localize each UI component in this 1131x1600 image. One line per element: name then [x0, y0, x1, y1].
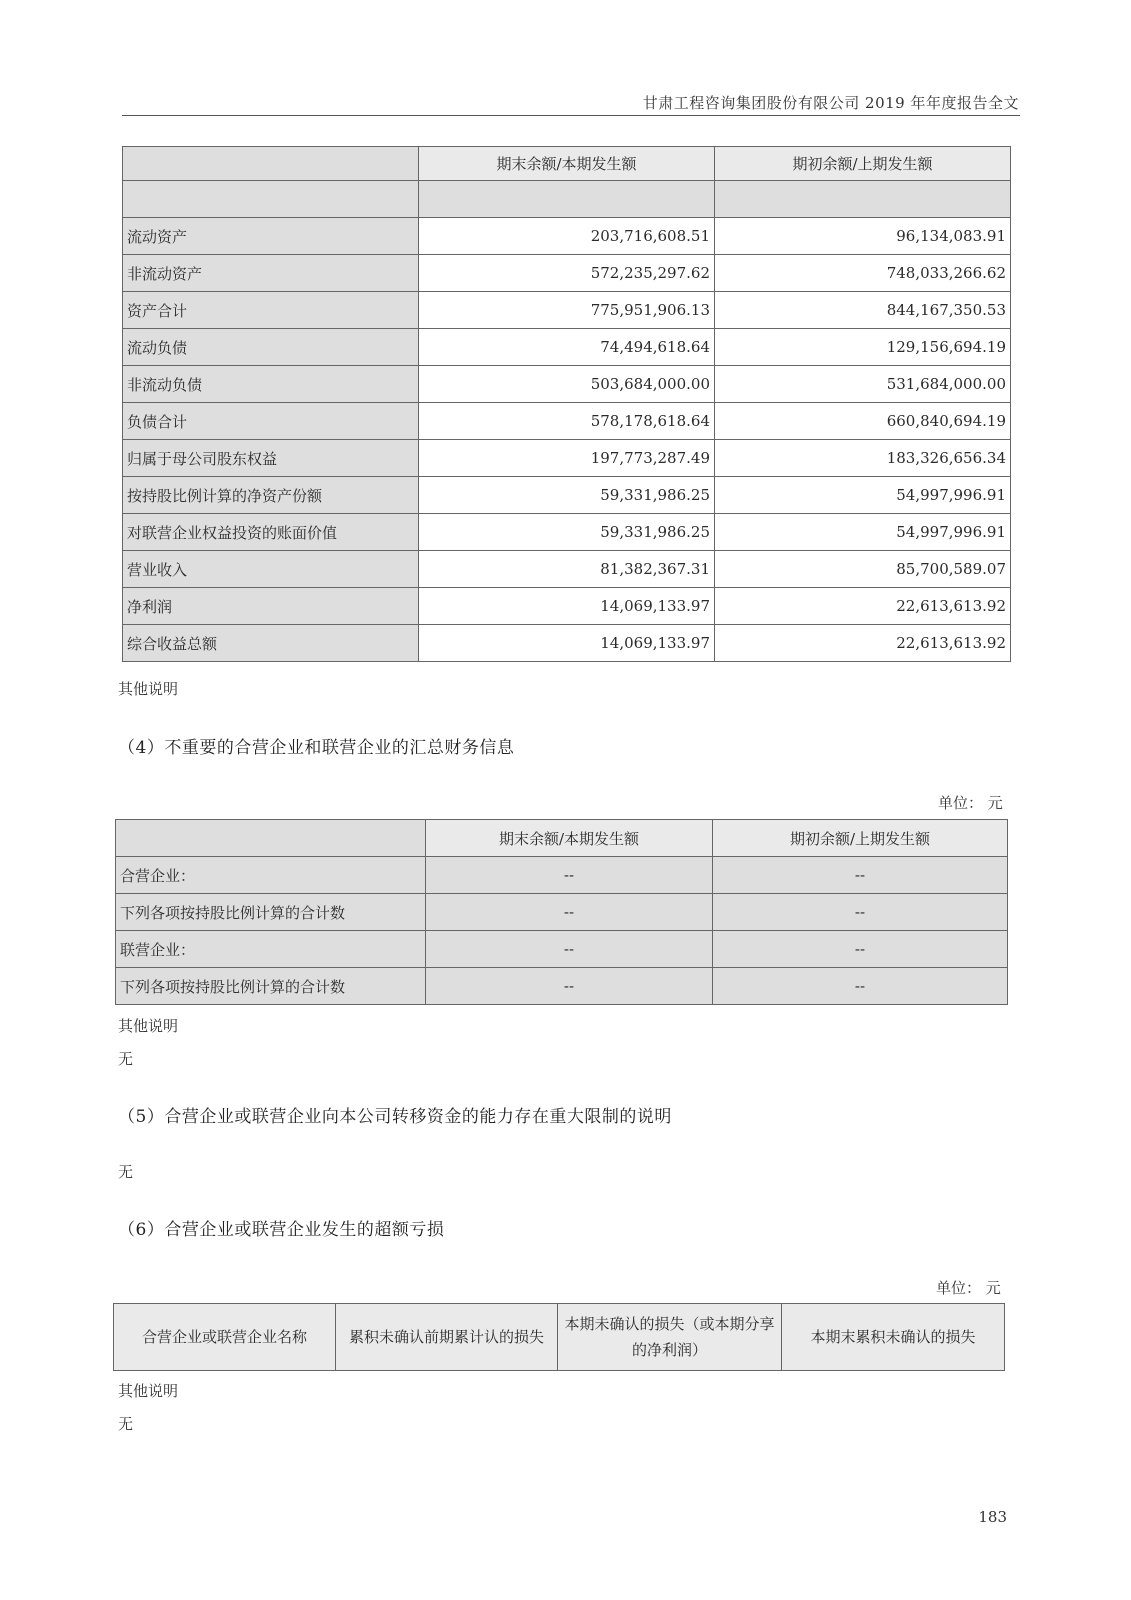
header-divider	[122, 115, 1020, 116]
previous-value: 748,033,266.62	[715, 255, 1011, 292]
previous-value: 660,840,694.19	[715, 403, 1011, 440]
table-row	[116, 968, 1008, 1005]
table-row	[123, 366, 1011, 403]
previous-value: --	[713, 931, 1008, 968]
current-value: 59,331,986.25	[419, 477, 715, 514]
current-value: 503,684,000.00	[419, 366, 715, 403]
table-row	[123, 329, 1011, 366]
excess-loss-table	[113, 1303, 1005, 1371]
previous-value: 183,326,656.34	[715, 440, 1011, 477]
current-value: --	[426, 968, 713, 1005]
previous-value: 54,997,996.91	[715, 514, 1011, 551]
table-header-row	[116, 820, 1008, 857]
note-value: 无	[118, 1415, 134, 1433]
previous-value: 96,134,083.91	[715, 218, 1011, 255]
table-row	[123, 403, 1011, 440]
row-label: 对联营企业权益投资的账面价值	[123, 514, 419, 551]
table-row	[123, 588, 1011, 625]
page-number: 183	[978, 1508, 1007, 1526]
column-header-entity-name: 合营企业或联营企业名称	[114, 1304, 336, 1371]
row-label: 负债合计	[123, 403, 419, 440]
blank-cell	[715, 181, 1011, 218]
row-label: 流动负债	[123, 329, 419, 366]
current-value: --	[426, 857, 713, 894]
table-row	[116, 894, 1008, 931]
table-row	[123, 551, 1011, 588]
table-row	[123, 625, 1011, 662]
previous-value: 531,684,000.00	[715, 366, 1011, 403]
row-label: 下列各项按持股比例计算的合计数	[116, 968, 426, 1005]
table-row	[123, 514, 1011, 551]
current-value: 81,382,367.31	[419, 551, 715, 588]
header-blank-cell	[123, 147, 419, 181]
current-value: 74,494,618.64	[419, 329, 715, 366]
table-row	[123, 255, 1011, 292]
previous-value: --	[713, 894, 1008, 931]
row-label: 资产合计	[123, 292, 419, 329]
current-value: --	[426, 894, 713, 931]
previous-value: --	[713, 968, 1008, 1005]
current-value: 197,773,287.49	[419, 440, 715, 477]
column-header-prior-unrecognized: 累积未确认前期累计认的损失	[336, 1304, 558, 1371]
section-5-title: （5）合营企业或联营企业向本公司转移资金的能力存在重大限制的说明	[118, 1107, 672, 1127]
column-header-cumulative-unrecognized: 本期末累积未确认的损失	[782, 1304, 1005, 1371]
row-label: 按持股比例计算的净资产份额	[123, 477, 419, 514]
unit-label: 单位： 元	[936, 1279, 1001, 1297]
row-label: 非流动负债	[123, 366, 419, 403]
table-row	[116, 931, 1008, 968]
table-row	[123, 440, 1011, 477]
associate-financial-table	[122, 146, 1011, 662]
previous-value: 54,997,996.91	[715, 477, 1011, 514]
previous-value: --	[713, 857, 1008, 894]
row-label: 合营企业：	[116, 857, 426, 894]
current-value: 14,069,133.97	[419, 625, 715, 662]
column-header-current-unrecognized: 本期未确认的损失（或本期分享的净利润）	[558, 1304, 782, 1371]
row-label: 净利润	[123, 588, 419, 625]
unit-label: 单位： 元	[938, 794, 1003, 812]
row-label: 下列各项按持股比例计算的合计数	[116, 894, 426, 931]
current-value: 59,331,986.25	[419, 514, 715, 551]
note-value: 无	[118, 1163, 134, 1181]
current-value: 775,951,906.13	[419, 292, 715, 329]
report-header-title: 甘肃工程咨询集团股份有限公司 2019 年年度报告全文	[642, 94, 1019, 112]
section-6-title: （6）合营企业或联营企业发生的超额亏损	[118, 1220, 445, 1240]
previous-value: 129,156,694.19	[715, 329, 1011, 366]
current-value: 203,716,608.51	[419, 218, 715, 255]
column-header-previous: 期初余额/上期发生额	[713, 820, 1008, 857]
note-value: 无	[118, 1050, 134, 1068]
section-4-title: （4）不重要的合营企业和联营企业的汇总财务信息	[118, 738, 515, 758]
current-value: 572,235,297.62	[419, 255, 715, 292]
other-notes-label: 其他说明	[118, 1382, 179, 1400]
row-label: 归属于母公司股东权益	[123, 440, 419, 477]
previous-value: 844,167,350.53	[715, 292, 1011, 329]
blank-cell	[419, 181, 715, 218]
row-label: 非流动资产	[123, 255, 419, 292]
column-header-previous: 期初余额/上期发生额	[715, 147, 1011, 181]
column-header-current: 期末余额/本期发生额	[419, 147, 715, 181]
other-notes-label: 其他说明	[118, 1017, 179, 1035]
table-row	[123, 477, 1011, 514]
current-value: 578,178,618.64	[419, 403, 715, 440]
immaterial-summary-table	[115, 819, 1008, 1005]
row-label: 营业收入	[123, 551, 419, 588]
current-value: --	[426, 931, 713, 968]
row-label: 综合收益总额	[123, 625, 419, 662]
blank-cell	[123, 181, 419, 218]
row-label: 联营企业：	[116, 931, 426, 968]
row-label: 流动资产	[123, 218, 419, 255]
table-header-row	[123, 147, 1011, 181]
table-row	[116, 857, 1008, 894]
previous-value: 85,700,589.07	[715, 551, 1011, 588]
current-value: 14,069,133.97	[419, 588, 715, 625]
table-header-row	[114, 1304, 1005, 1371]
table-blank-row	[123, 181, 1011, 218]
table-row	[123, 292, 1011, 329]
column-header-current: 期末余额/本期发生额	[426, 820, 713, 857]
header-blank-cell	[116, 820, 426, 857]
previous-value: 22,613,613.92	[715, 588, 1011, 625]
previous-value: 22,613,613.92	[715, 625, 1011, 662]
table-row	[123, 218, 1011, 255]
other-notes-label: 其他说明	[118, 680, 179, 698]
